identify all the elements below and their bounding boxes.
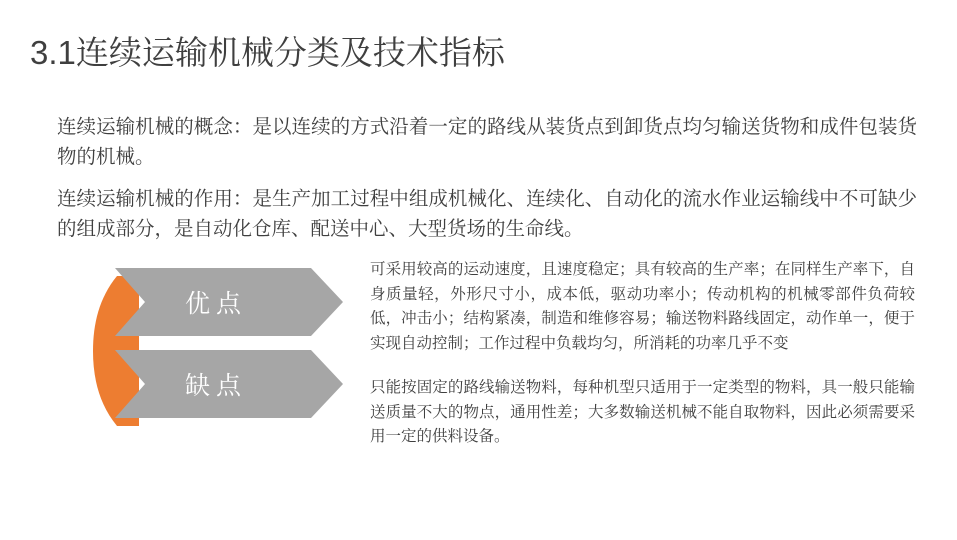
chevron-disadvantages bbox=[115, 350, 343, 418]
detail-paragraphs bbox=[370, 258, 915, 450]
detail-advantages: 可采用较高的运动速度，且速度稳定；具有较高的生产率；在同样生产率下，自身质量轻，外形尺寸小，成本低，驱动功率小；传动机构的机械零部件负荷较低，冲击小；结构紧凑，制造和维修容易；输送物料路线固定，动作单一，便于实现自动控制；工作过程中负载均匀，所消耗的功率几乎不变 bbox=[370, 261, 915, 352]
chevron-advantages-label: 优点 bbox=[184, 290, 247, 318]
paragraph-function: 连续运输机械的作用：是生产加工过程中组成机械化、连续化、自动化的流水作业运输线中不可缺少的组成部分，是自动化仓库、配送中心、大型货场的生命线。 bbox=[57, 188, 917, 240]
detail-disadvantages: 只能按固定的路线输送物料，每种机型只适用于一定类型的物料，具一般只能输送质量不大的物点，通用性差；大多数输送机械不能自取物料，因此必须需要采用一定的供料设备。 bbox=[370, 379, 915, 445]
intro-paragraphs bbox=[57, 112, 917, 244]
advantages-disadvantages-graphic bbox=[93, 268, 343, 433]
page-title: 3.1连续运输机械分类及技术指标 bbox=[30, 34, 505, 71]
chevron-advantages bbox=[115, 268, 343, 336]
chevron-disadvantages-label: 缺点 bbox=[184, 372, 247, 400]
paragraph-concept: 连续运输机械的概念：是以连续的方式沿着一定的路线从装货点到卸货点均匀输送货物和成件包装货物的机械。 bbox=[57, 116, 917, 168]
